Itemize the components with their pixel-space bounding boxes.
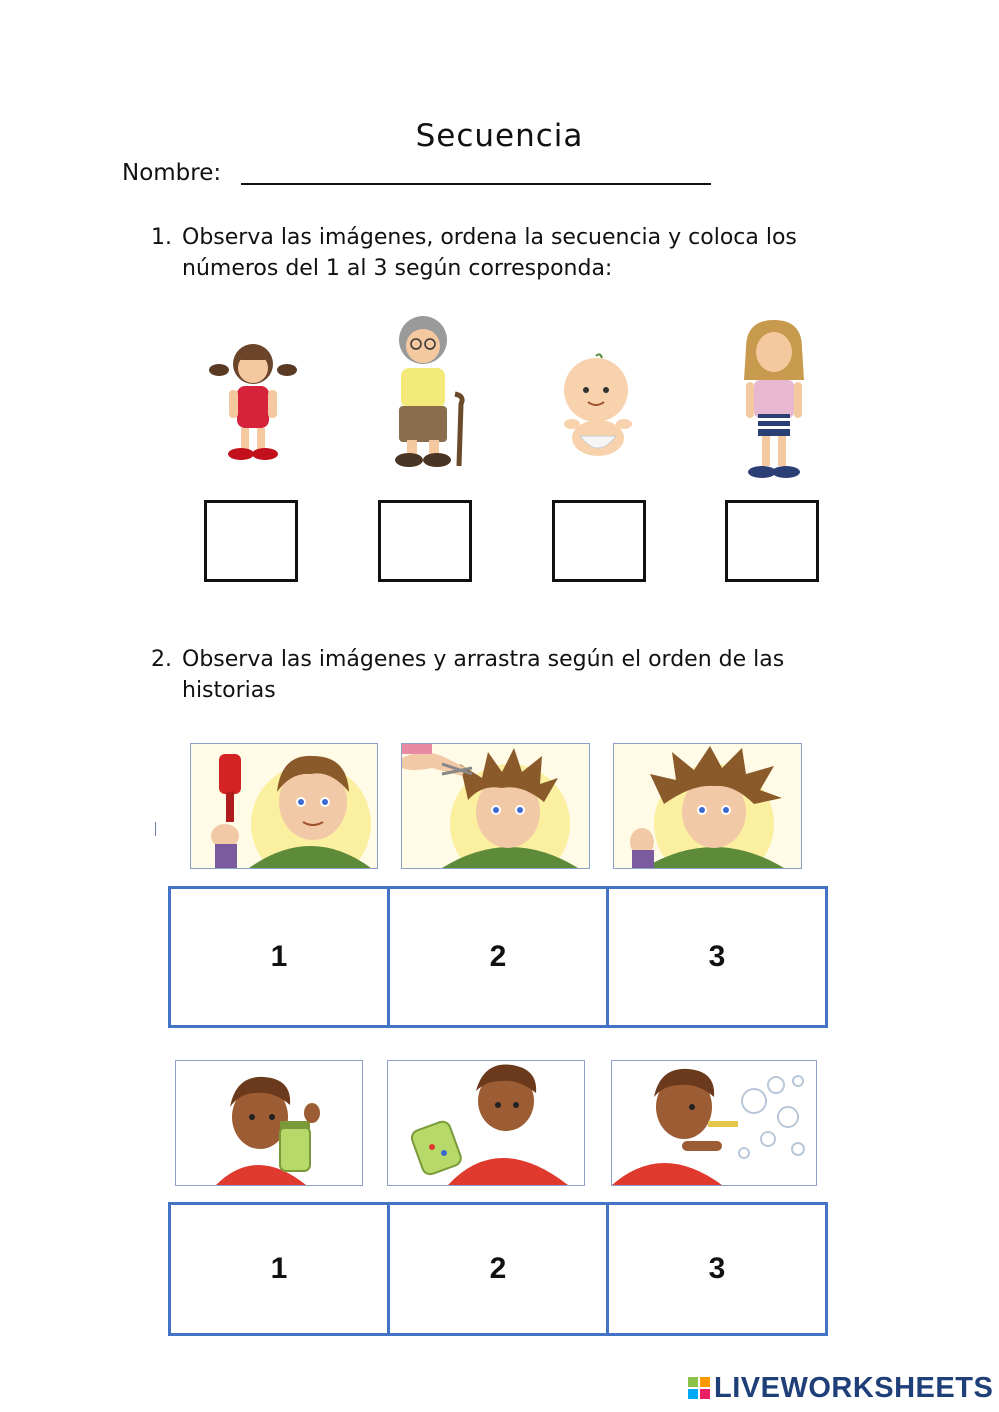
instruction-1 xyxy=(151,222,871,292)
story1-slot-2[interactable]: 2 xyxy=(390,889,609,1025)
story2-panel-shaking-jar[interactable] xyxy=(387,1060,585,1186)
story1-panel-mirror[interactable] xyxy=(190,743,378,869)
story2-panel-blowing-bubbles[interactable] xyxy=(611,1060,817,1186)
story1-slot-1[interactable]: 1 xyxy=(171,889,390,1025)
instruction-1-text: Observa las imágenes, ordena la secuencia y coloca los números del 1 al 3 según corresponda: xyxy=(182,225,797,281)
story2-slot-1[interactable]: 1 xyxy=(171,1205,390,1333)
grandmother-figure xyxy=(383,312,473,470)
story2-slot-2[interactable]: 2 xyxy=(390,1205,609,1333)
instruction-2-number: 2. xyxy=(151,647,172,672)
woman-figure xyxy=(738,318,810,480)
instruction-2 xyxy=(151,644,871,714)
liveworksheets-logo-icon xyxy=(688,1377,710,1401)
page-title: Secuencia xyxy=(415,118,584,154)
brand-logo[interactable] xyxy=(688,1372,993,1405)
answer-box-grandmother[interactable] xyxy=(378,500,472,582)
answer-box-girl[interactable] xyxy=(204,500,298,582)
baby-figure xyxy=(558,352,638,464)
divider-tick xyxy=(155,822,156,836)
name-label: Nombre: xyxy=(122,160,222,186)
instruction-1-number: 1. xyxy=(151,225,172,250)
story1-panel-haircut[interactable] xyxy=(401,743,590,869)
brand-name: LIVEWORKSHEETS xyxy=(714,1372,994,1404)
story1-drop-row xyxy=(168,886,828,1028)
story2-drop-row xyxy=(168,1202,828,1336)
name-input-line[interactable] xyxy=(241,183,711,185)
answer-box-baby[interactable] xyxy=(552,500,646,582)
story2-slot-3[interactable]: 3 xyxy=(708,1252,726,1285)
girl-figure xyxy=(205,340,301,464)
story1-slot-3[interactable]: 3 xyxy=(708,940,726,973)
instruction-2-text: Observa las imágenes y arrastra según el orden de las historias xyxy=(182,647,785,703)
answer-box-woman[interactable] xyxy=(725,500,819,582)
story1-panel-messy-hair[interactable] xyxy=(613,743,802,869)
story2-panel-holding-jar[interactable] xyxy=(175,1060,363,1186)
